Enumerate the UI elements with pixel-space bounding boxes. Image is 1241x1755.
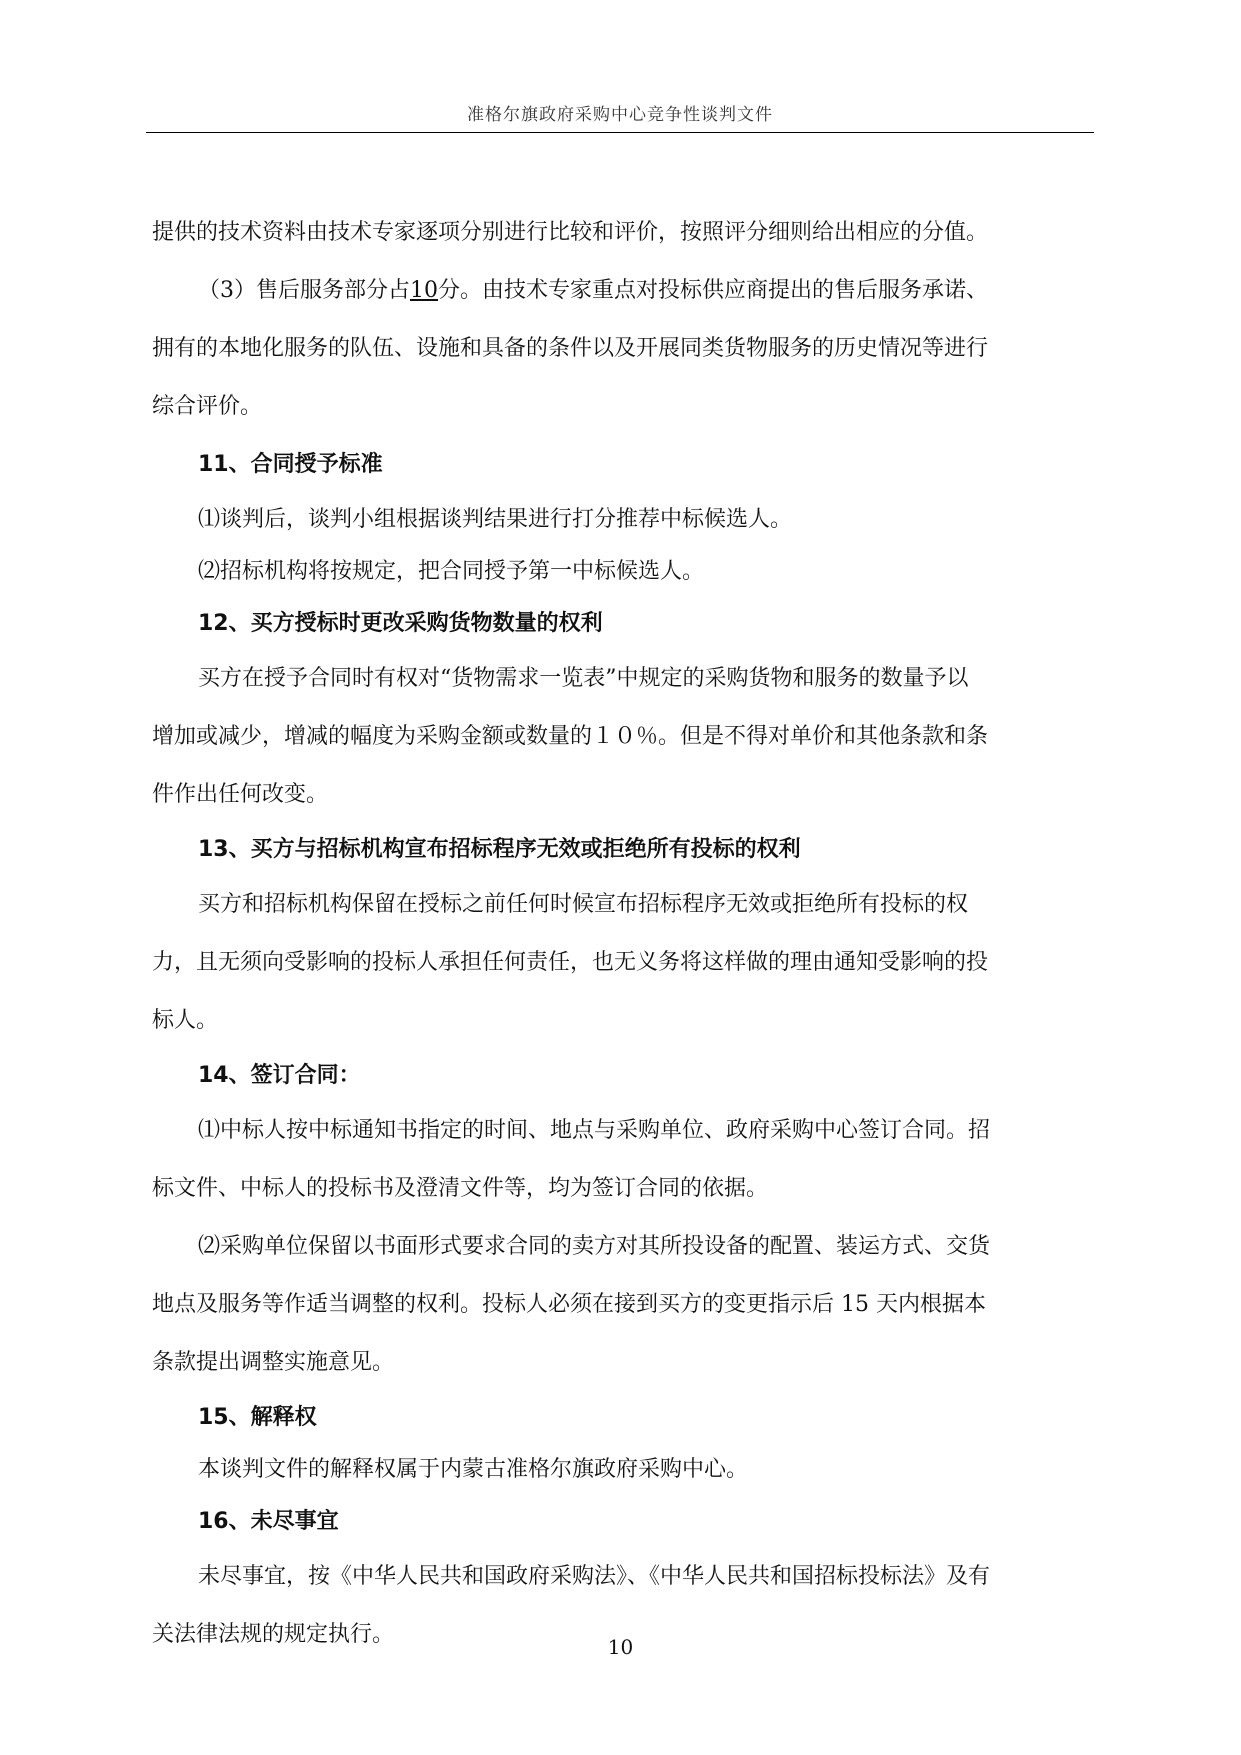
paragraph-line: 关法律法规的规定执行。 [152, 1622, 395, 1647]
after-sales-paragraph-line [152, 262, 1094, 320]
section-heading-13: 13、买方与招标机构宣布招标程序无效或拒绝所有投标的权利 [198, 837, 801, 862]
list-item: ⑵采购单位保留以书面形式要求合同的卖方对其所投设备的配置、装运方式、交货 [198, 1234, 991, 1259]
paragraph-line: 综合评价。 [152, 394, 263, 419]
list-item: ⑵招标机构将按规定，把合同授予第一中标候选人。 [198, 559, 705, 584]
list-item: ⑴谈判后，谈判小组根据谈判结果进行打分推荐中标候选人。 [198, 507, 793, 532]
paragraph-line: 未尽事宜，按《中华人民共和国政府采购法》、《中华人民共和国招标投标法》及有 [198, 1564, 991, 1589]
paragraph-line: 地点及服务等作适当调整的权利。投标人必须在接到买方的变更指示后 15 天内根据本 [152, 1292, 986, 1317]
score-value: 10 [410, 278, 438, 303]
section-heading-11: 11、合同授予标准 [198, 452, 383, 477]
paragraph-line: 拥有的本地化服务的队伍、设施和具备的条件以及开展同类货物服务的历史情况等进行 [152, 336, 989, 361]
paragraph-line: 件作出任何改变。 [152, 782, 329, 807]
paragraph-line: 提供的技术资料由技术专家逐项分别进行比较和评价，按照评分细则给出相应的分值。 [152, 220, 989, 245]
paragraph-line: 标人。 [152, 1008, 219, 1033]
text-span: （3）售后服务部分占 [198, 278, 410, 303]
page-number: 10 [607, 1635, 634, 1659]
section-heading-16: 16、未尽事宜 [198, 1509, 339, 1534]
list-item: ⑴中标人按中标通知书指定的时间、地点与采购单位、政府采购中心签订合同。招 [198, 1118, 991, 1143]
document-body [152, 204, 1094, 1664]
section-heading-12: 12、买方授标时更改采购货物数量的权利 [198, 611, 603, 636]
paragraph-line: 买方在授予合同时有权对“货物需求一览表”中规定的采购货物和服务的数量予以 [198, 666, 969, 691]
paragraph-line: 买方和招标机构保留在授标之前任何时候宣布招标程序无效或拒绝所有投标的权 [198, 892, 969, 917]
paragraph-line: 本谈判文件的解释权属于内蒙古准格尔旗政府采购中心。 [198, 1457, 749, 1482]
paragraph-line: 条款提出调整实施意见。 [152, 1350, 395, 1375]
paragraph-line: 标文件、中标人的投标书及澄清文件等，均为签订合同的依据。 [152, 1176, 769, 1201]
section-heading-15: 15、解释权 [198, 1405, 317, 1430]
section-heading-14: 14、签订合同： [198, 1063, 361, 1088]
text-span: 分。由技术专家重点对投标供应商提出的售后服务承诺、 [438, 278, 989, 303]
paragraph-line: 力，且无须向受影响的投标人承担任何责任，也无义务将这样做的理由通知受影响的投 [152, 950, 989, 975]
page-header-title: 准格尔旗政府采购中心竞争性谈判文件 [467, 105, 773, 125]
paragraph-line: 增加或减少，增减的幅度为采购金额或数量的１０％。但是不得对单价和其他条款和条 [152, 724, 989, 749]
header-divider [146, 132, 1094, 133]
